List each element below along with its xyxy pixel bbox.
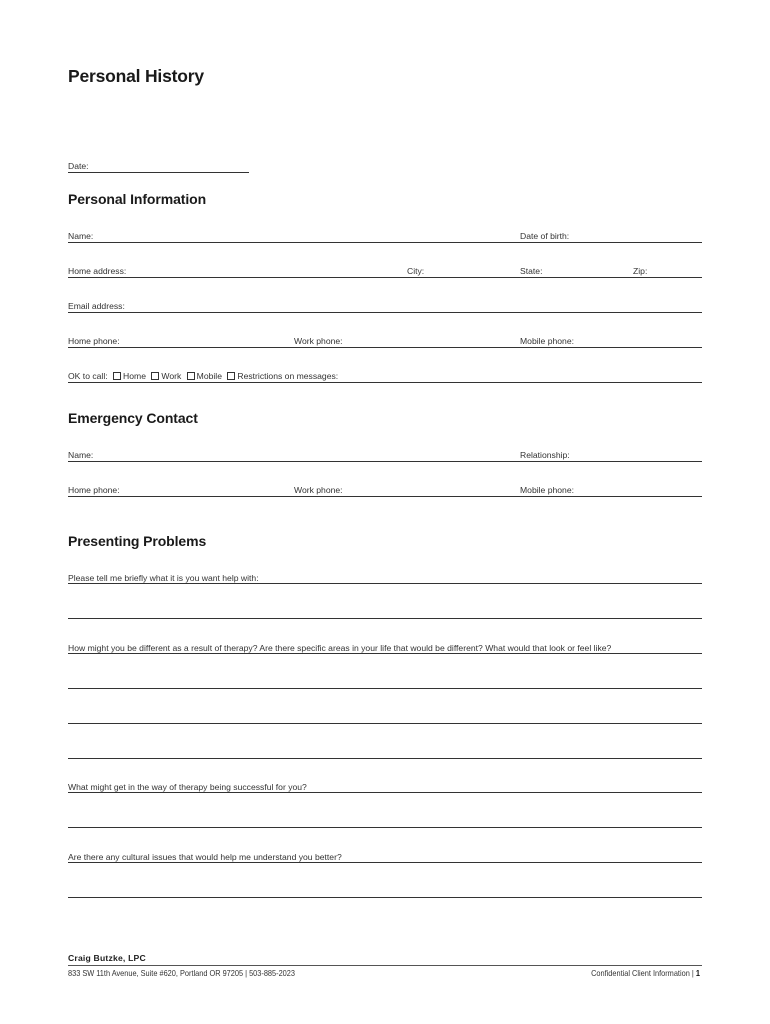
personal-info-heading: Personal Information	[68, 191, 207, 207]
footer-confidential	[591, 969, 700, 978]
question-different-after-therapy: How might you be different as a result of therapy? Are there specific areas in your life that would be different? What would that look or feel like?	[68, 643, 612, 653]
name-label: Name:	[68, 231, 94, 241]
ok-home-option[interactable]: Home	[110, 371, 146, 381]
email-field[interactable]	[128, 298, 701, 312]
answer-line	[68, 758, 702, 759]
page-title: Personal History	[68, 66, 204, 86]
answer-help-with[interactable]	[68, 586, 702, 616]
checkbox-icon[interactable]	[187, 372, 195, 380]
checkbox-icon[interactable]	[113, 372, 121, 380]
date-field[interactable]	[92, 158, 247, 172]
emergency-heading: Emergency Contact	[68, 410, 198, 426]
state-field[interactable]	[546, 263, 630, 277]
checkbox-icon[interactable]	[227, 372, 235, 380]
phones-line	[68, 347, 702, 348]
home-phone-label: Home phone:	[68, 336, 120, 346]
date-line	[68, 172, 249, 173]
relationship-field[interactable]	[574, 447, 701, 461]
presenting-heading: Presenting Problems	[68, 533, 207, 549]
answer-cultural-issues[interactable]	[68, 865, 702, 895]
relationship-label: Relationship:	[520, 450, 570, 460]
home-address-field[interactable]	[130, 263, 402, 277]
answer-line	[68, 897, 702, 898]
answer-line	[68, 827, 702, 828]
email-label: Email address:	[68, 301, 125, 311]
home-address-label: Home address:	[68, 266, 127, 276]
home-phone-field[interactable]	[124, 333, 289, 347]
dob-label: Date of birth:	[520, 231, 570, 241]
city-field[interactable]	[428, 263, 516, 277]
emergency-name-line	[68, 461, 702, 462]
confidential-label: Confidential Client Information |	[591, 969, 696, 978]
work-phone-label: Work phone:	[294, 336, 343, 346]
name-line	[68, 242, 702, 243]
emergency-mobile-phone-label: Mobile phone:	[520, 485, 574, 495]
date-label: Date:	[68, 161, 89, 171]
state-label: State:	[520, 266, 543, 276]
ok-restrictions-option[interactable]: Restrictions on messages:	[224, 371, 338, 381]
checkbox-icon[interactable]	[151, 372, 159, 380]
ok-to-call-label: OK to call:	[68, 371, 108, 381]
answer-line	[68, 688, 702, 689]
question-obstacles: What might get in the way of therapy being successful for you?	[68, 782, 307, 792]
question-cultural-issues: Are there any cultural issues that would help me understand you better?	[68, 852, 342, 862]
footer-divider	[68, 965, 702, 966]
ok-to-call-line	[68, 382, 702, 383]
emergency-name-field[interactable]	[95, 447, 515, 461]
mobile-phone-field[interactable]	[580, 333, 701, 347]
dob-field[interactable]	[575, 228, 701, 242]
emergency-phones-line	[68, 496, 702, 497]
zip-field[interactable]	[650, 263, 701, 277]
answer-line	[68, 792, 702, 793]
ok-mobile-option[interactable]: Mobile	[184, 371, 222, 381]
zip-label: Zip:	[633, 266, 648, 276]
email-line	[68, 312, 702, 313]
emergency-name-label: Name:	[68, 450, 94, 460]
footer-practitioner-name: Craig Butzke, LPC	[68, 953, 146, 963]
answer-line	[68, 862, 702, 863]
question-help-with: Please tell me briefly what it is you want help with:	[68, 573, 259, 583]
emergency-work-phone-label: Work phone:	[294, 485, 343, 495]
emergency-home-phone-label: Home phone:	[68, 485, 120, 495]
answer-line	[68, 723, 702, 724]
emergency-mobile-phone-field[interactable]	[580, 482, 701, 496]
page-number: 1	[695, 969, 700, 978]
footer-address: 833 SW 11th Avenue, Suite #620, Portland OR 97205 | 503-885-2023	[68, 969, 295, 978]
answer-different-after-therapy[interactable]	[68, 656, 702, 756]
city-label: City:	[407, 266, 425, 276]
emergency-home-phone-field[interactable]	[124, 482, 289, 496]
name-field[interactable]	[95, 228, 515, 242]
emergency-work-phone-field[interactable]	[348, 482, 515, 496]
answer-obstacles[interactable]	[68, 795, 702, 825]
work-phone-field[interactable]	[348, 333, 515, 347]
restrictions-field[interactable]	[345, 368, 701, 382]
answer-line	[68, 583, 702, 584]
answer-line	[68, 653, 702, 654]
mobile-phone-label: Mobile phone:	[520, 336, 574, 346]
address-line	[68, 277, 702, 278]
ok-to-call-row	[68, 371, 338, 381]
ok-work-option[interactable]: Work	[148, 371, 181, 381]
answer-line	[68, 618, 702, 619]
